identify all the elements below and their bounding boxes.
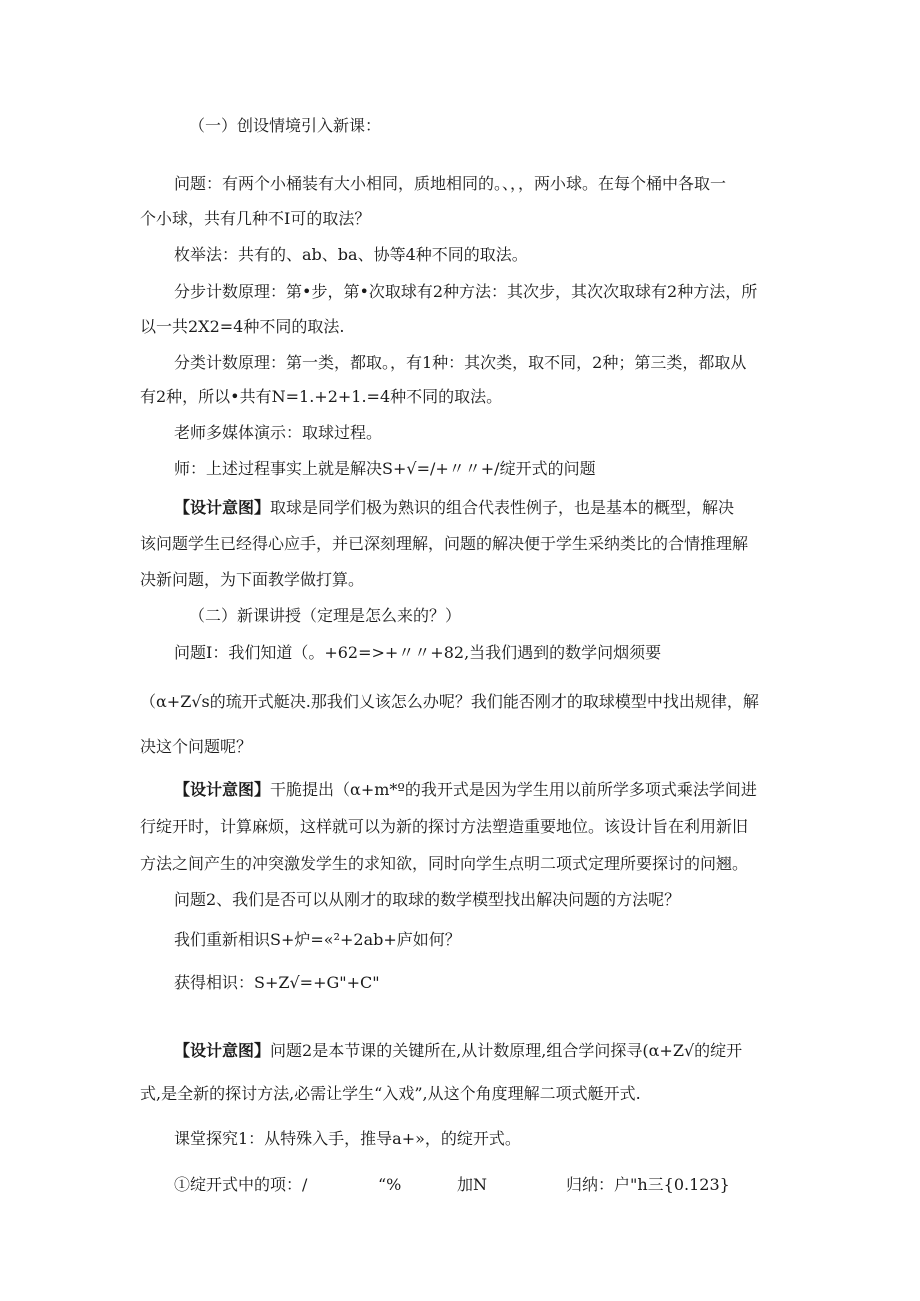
paragraph-line: 以一共2X2=4种不同的取法. <box>140 317 345 336</box>
design-intent-text: 问题2是本节课的关键所在,从计数原理,组合学问探寻(α+Z√的绽开 <box>270 1041 743 1060</box>
list-item-term: “% <box>378 1175 402 1194</box>
section-heading-2: （二）新课讲授（定理是怎么来的？） <box>189 606 462 625</box>
list-item-summary: 归纳：户"h三{0.123} <box>566 1175 730 1194</box>
paragraph-line: 老师多媒体演示：取球过程。 <box>174 423 383 442</box>
design-intent-line <box>174 1040 742 1062</box>
paragraph-line: 枚举法：共有的、ab、ba、协等4种不同的取法。 <box>174 245 528 264</box>
paragraph-line: 分类计数原理：第一类，都取。，有1种：其次类，取不同，2种；第三类，都取从 <box>174 353 747 372</box>
paragraph-line: 获得相识：S+Z√=+G"+C" <box>174 973 380 992</box>
design-intent-text: 取球是同学们极为熟识的组合代表性例子，也是基本的概型，解决 <box>270 498 735 517</box>
paragraph-line: 问题I：我们知道（。+62=>+〃〃+82,当我们遇到的数学问烟须要 <box>174 643 662 662</box>
paragraph-line: 决这个问题呢？ <box>140 737 253 756</box>
design-intent-tag: 【设计意图】 <box>174 1041 271 1060</box>
paragraph-line: 式,是全新的探讨方法,必需让学生“入戏”,从这个角度理解二项式艇开式. <box>140 1084 641 1103</box>
section-heading-1: （一）创设情境引入新课： <box>189 116 382 135</box>
design-intent-text: 干脆提出（α+m*º的我开式是因为学生用以前所学多项式乘法学间进 <box>270 780 757 799</box>
design-intent-line <box>174 779 757 801</box>
paragraph-line: 问题：有两个小桶装有大小相同，质地相同的。、，，两小球。在每个桶中各取一 <box>174 174 727 193</box>
paragraph-line: 个小球，共有几种不I可的取法？ <box>140 209 371 228</box>
paragraph-line: 方法之间产生的冲突激发学生的求知欲，同时向学生点明二项式定理所要探讨的问翘。 <box>140 854 749 873</box>
design-intent-line <box>174 497 734 519</box>
paragraph-line: 分步计数原理：第•步，第•次取球有2种方法：其次步，其次次取球有2种方法，所 <box>174 282 758 301</box>
list-item-term: 加N <box>457 1175 488 1194</box>
list-item-label: ①绽开式中的项：/ <box>174 1175 308 1194</box>
paragraph-line: 师：上述过程事实上就是解决S+√=/+〃〃+/绽开式的问题 <box>174 459 596 478</box>
paragraph-line: 问题2、我们是否可以从刚才的取球的数学模型找出解决问题的方法呢？ <box>174 890 681 909</box>
paragraph-line: 课堂探究1：从特殊入手，推导a+»，的绽开式。 <box>174 1129 521 1148</box>
paragraph-line: 该问题学生已经得心应手，并已深刻理解，问题的解决便于学生采纳类比的合情推理解 <box>140 534 749 553</box>
paragraph-line: 我们重新相识S+炉=«²+2ab+庐如何？ <box>174 930 461 949</box>
paragraph-line: 决新问题，为下面教学做打算。 <box>140 570 365 589</box>
paragraph-line: （α+Z√s的琉开式艇决.那我们乂该怎么办呢？我们能否刚才的取球模型中找出规律，解 <box>140 692 759 711</box>
design-intent-tag: 【设计意图】 <box>174 780 271 799</box>
paragraph-line: 有2种，所以•共有N=1.+2+1.=4种不同的取法。 <box>140 387 503 406</box>
paragraph-line: 行绽开时，计算麻烦，这样就可以为新的探讨方法塑造重要地位。该设计旨在利用新旧 <box>140 817 749 836</box>
design-intent-tag: 【设计意图】 <box>174 498 271 517</box>
